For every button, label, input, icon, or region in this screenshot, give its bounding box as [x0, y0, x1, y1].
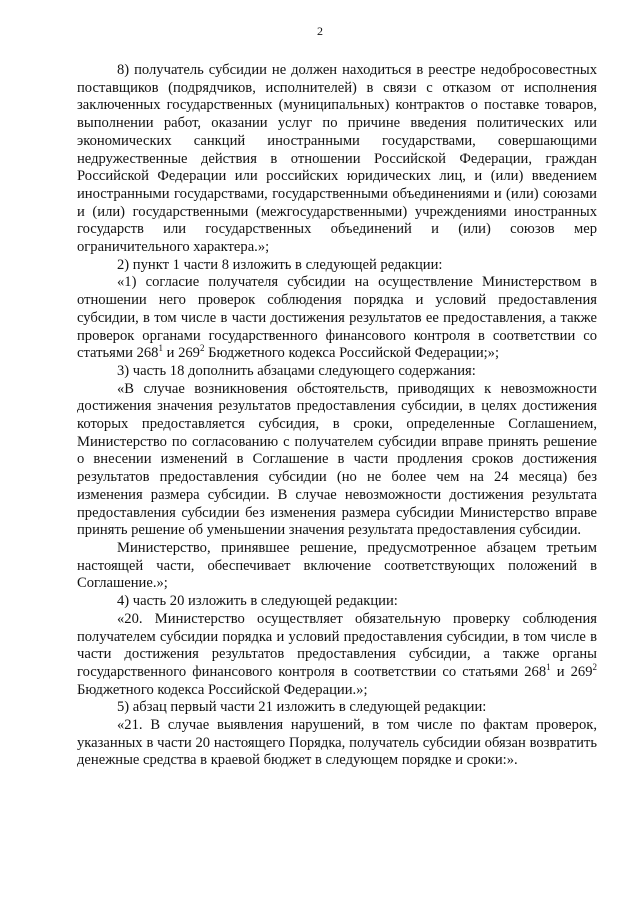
paragraph-quoted-circumstances: «В случае возникновения обстоятельств, приводящих к невозможности достижения значения результатов предоставления субсидии, в целях достижения которых предоставляется субсидия, в сроки, определенные Соглашением, Министерство по согласованию с получателем субсидии вправе принять решение о внесении изменений в Соглашение в части продления сроков достижения результатов предоставления субсидии (но не более чем на 24 месяца) без изменения размера субсидии. В случае невозможности достижения результата предоставления субсидии без изменения размера субсидии Министерство вправе принять решение об уменьшении значения результата предоставления субсидии. [77, 380, 597, 539]
paragraph-quoted-item-21: «21. В случае выявления нарушений, в том числе по фактам проверок, указанных в части 20 настоящего Порядка, получатель субсидии обязан возвратить денежные средства в краевой бюджет в следующем порядке и сроки:». [77, 717, 597, 769]
paragraph-quoted-item-20: «20. Министерство осуществляет обязательную проверку соблюдения получателем субсидии порядка и условий предоставления субсидии, в том числе в части достижения результатов предоставления субсидии, а также органы государственного финансового контроля в соответствии со статьями $268^1$ и $269^2$ Бюджетного кодекса Российской Федерации.»; [77, 610, 597, 698]
page-number: 2 [317, 24, 323, 38]
paragraph-quoted-item-1: «1) согласие получателя субсидии на осуществление Министерством в отношении него проверок соблюдения порядка и условий предоставления субсидии, в том числе в части достижения результатов ее предоставления, а также проверок органами государственного финансового контроля в соответствии со статьями $268^1$ и $269^2$ Бюджетного кодекса Российской Федерации;»; [77, 274, 597, 362]
paragraph-ministry-decision: Министерство, принявшее решение, предусмотренное абзацем третьим настоящей части, обеспечивает включение соответствующих положений в Соглашение.»; [77, 539, 597, 592]
paragraph-item-8: 8) получатель субсидии не должен находиться в реестре недобросовестных поставщиков (подрядчиков, исполнителей) в связи с отказом от исполнения заключенных государственных (муниципальных) контрактов о поставке товаров, выполнении работ, оказании услуг по причине введения политических или экономических санкций иностранными государствами, совершающими недружественные действия в отношении Российской Федерации, граждан Российской Федерации или российских юридических лиц, и (или) введением иностранными государствами, государственными объединениями и (или) союзами и (или) государственными (межгосударственными) учреждениями иностранных государств или государственных объединений и (или) союзов мер ограничительного характера.»; [77, 62, 597, 256]
superscript: 2 [199, 343, 205, 354]
document-body [77, 62, 597, 770]
paragraph-point-5: 5) абзац первый части 21 изложить в следующей редакции: [117, 699, 487, 716]
superscript: 1 [546, 662, 551, 673]
paragraph-point-3: 3) часть 18 дополнить абзацами следующего содержания: [117, 362, 476, 379]
superscript: 1 [158, 343, 163, 354]
superscript: 2 [592, 662, 597, 673]
paragraph-point-4: 4) часть 20 изложить в следующей редакции: [117, 593, 398, 610]
paragraph-point-2: 2) пункт 1 части 8 изложить в следующей редакции: [117, 256, 443, 273]
